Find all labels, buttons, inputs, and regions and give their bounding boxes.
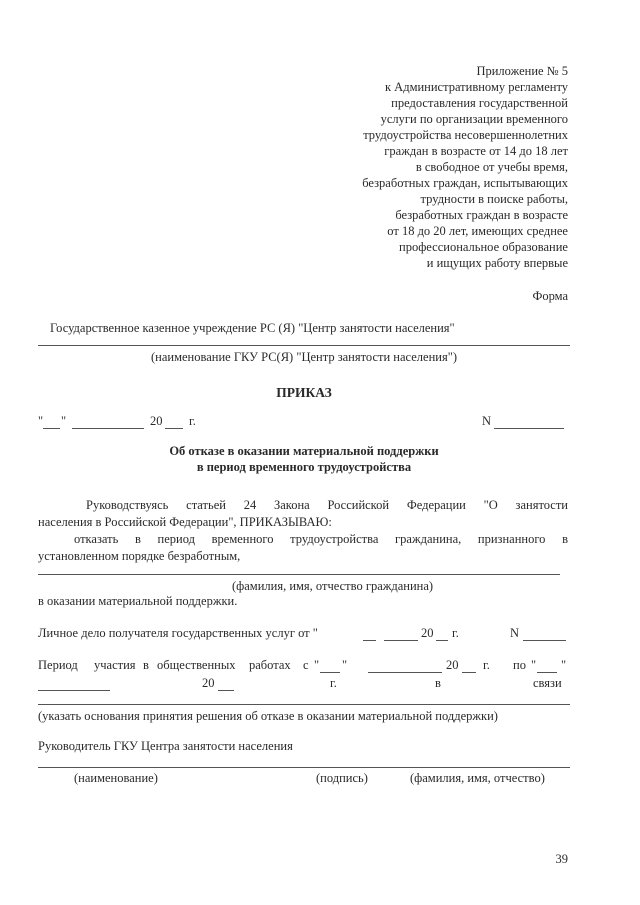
appendix-line: от 18 до 20 лет, имеющих среднее (387, 224, 568, 238)
appendix-line: Приложение № 5 (476, 64, 568, 78)
citizen-fio-blank (38, 574, 560, 575)
period-word: в (143, 658, 149, 672)
pf-year-blank (436, 640, 448, 641)
period-word: работах (249, 658, 291, 672)
page-number: 39 (555, 852, 568, 866)
period-quote: " (531, 658, 537, 672)
period-quote: " (342, 658, 348, 672)
date-quote-open: " (38, 414, 44, 428)
appendix-line: граждан в возрасте от 14 до 18 лет (384, 144, 568, 158)
order-number-blank (494, 428, 564, 429)
head-label: Руководитель ГКУ Центра занятости населения (38, 739, 293, 753)
signature-caption-fio: (фамилия, имя, отчество) (410, 771, 545, 785)
period-quote: " (561, 658, 567, 672)
period-year-prefix: 20 (446, 658, 459, 672)
date-year-blank (165, 428, 183, 429)
appendix-line: трудоустройства несовершеннолетних (363, 128, 568, 142)
period-g: г. (330, 676, 337, 690)
order-subject-line: в период временного трудоустройства (196, 460, 412, 474)
institution-underline (38, 345, 570, 346)
period-g: г. (483, 658, 490, 672)
period-quote: " (314, 658, 320, 672)
period-connection: связи (533, 676, 562, 690)
appendix-line: трудности в поиске работы, (420, 192, 568, 206)
date-day-blank (43, 428, 60, 429)
institution-caption: (наименование ГКУ РС(Я) "Центр занятости населения") (151, 350, 457, 364)
date-year-prefix: 20 (150, 414, 163, 428)
period-word: участия (94, 658, 136, 672)
pf-year-prefix: 20 (421, 626, 434, 640)
period-from-month-blank (368, 672, 442, 673)
material-support-text: в оказании материальной поддержки. (38, 594, 238, 608)
signature-underline (38, 767, 570, 768)
pf-day-blank (363, 640, 376, 641)
period-label: Период (38, 658, 78, 672)
order-subject-line: Об отказе в оказании материальной поддержки (169, 444, 439, 458)
order-number-label: N (482, 414, 492, 428)
signature-caption-signature: (подпись) (316, 771, 368, 785)
period-to-month-blank (38, 690, 110, 691)
appendix-line: профессиональное образование (399, 240, 568, 254)
period-from-day-blank (320, 672, 340, 673)
period-v: в (435, 676, 441, 690)
body-paragraph-line: установленном порядке безработным, (38, 549, 241, 563)
reason-caption: (указать основания принятия решения об отказе в оказании материальной поддержки) (38, 709, 498, 723)
appendix-line: предоставления государственной (391, 96, 568, 110)
date-g: г. (189, 414, 196, 428)
pf-number-blank (523, 640, 566, 641)
period-from: с (303, 658, 309, 672)
period-to: по (513, 658, 526, 672)
body-paragraph-line: населения в Российской Федерации", ПРИКАЗЫВАЮ: (38, 515, 332, 529)
body-paragraph-line: отказать в период временного трудоустройства гражданина, признанного в (74, 532, 568, 546)
pf-month-blank (384, 640, 418, 641)
period-year-prefix: 20 (202, 676, 215, 690)
citizen-fio-caption: (фамилия, имя, отчество гражданина) (232, 579, 434, 593)
reason-blank (38, 704, 570, 705)
period-word: общественных (157, 658, 236, 672)
signature-caption-name: (наименование) (74, 771, 158, 785)
period-to-day-blank (537, 672, 557, 673)
date-month-blank (72, 428, 144, 429)
date-quote-close: " (61, 414, 67, 428)
appendix-line: безработных граждан в возрасте (395, 208, 568, 222)
appendix-line: к Административному регламенту (384, 80, 568, 94)
form-label: Форма (532, 289, 568, 303)
appendix-line: и ищущих работу впервые (426, 256, 568, 270)
appendix-line: в свободное от учебы время, (415, 160, 568, 174)
personal-file-label: Личное дело получателя государственных услуг от " (38, 626, 318, 640)
institution-name: Государственное казенное учреждение РС (Я) "Центр занятости населения" (50, 321, 455, 335)
appendix-line: услуги по организации временного (380, 112, 568, 126)
pf-number-label: N (510, 626, 520, 640)
appendix-line: безработных граждан, испытывающих (362, 176, 568, 190)
period-from-year-blank (462, 672, 476, 673)
body-paragraph-line: Руководствуясь статьей 24 Закона Российской Федерации "О занятости (86, 498, 568, 512)
order-title: ПРИКАЗ (276, 385, 332, 400)
period-to-year-blank (218, 690, 234, 691)
pf-g: г. (452, 626, 459, 640)
